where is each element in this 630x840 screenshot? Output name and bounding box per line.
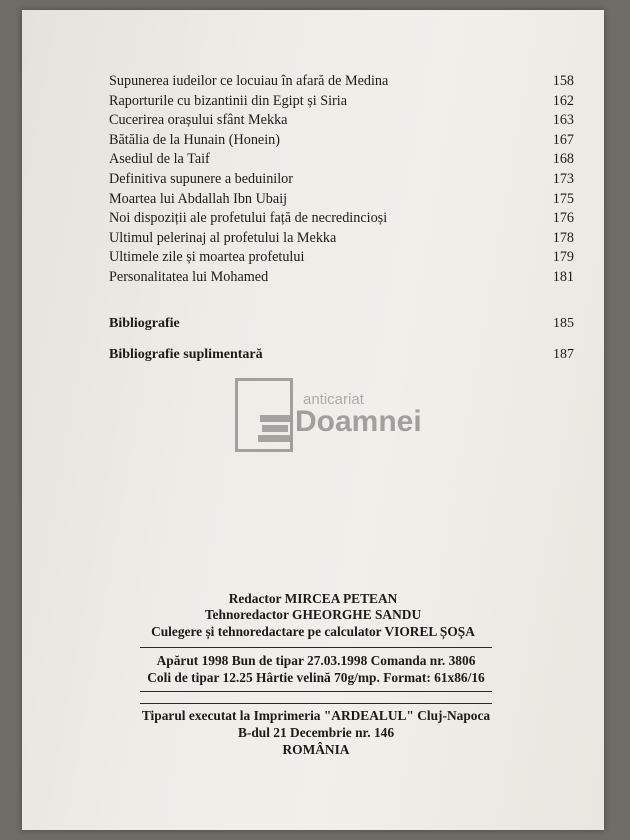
toc-title: Ultimul pelerinaj al profetului la Mekka	[109, 229, 337, 246]
toc-title: Personalitatea lui Mohamed	[109, 268, 269, 285]
book-page	[22, 10, 604, 830]
printer-line-1: Tiparul executat la Imprimeria "ARDEALUL" Cluj-Napoca	[141, 708, 491, 723]
editor-credit: Redactor MIRCEA PETEAN	[228, 591, 398, 606]
toc-page-number: 181	[552, 268, 574, 285]
watermark-logo	[235, 378, 422, 452]
toc-page-number: 168	[552, 151, 574, 168]
divider	[140, 703, 492, 704]
toc-page-number: 176	[552, 210, 574, 227]
divider	[140, 691, 492, 692]
watermark-big-text: Doamnei	[295, 405, 422, 438]
toc-title: Bătălia de la Hunain (Honein)	[109, 131, 280, 148]
toc-title: Cucerirea orașului sfânt Mekka	[109, 112, 288, 129]
tech-editor-credit: Tehnoredactor GHEORGHE SANDU	[204, 607, 422, 622]
books-icon	[235, 378, 293, 452]
bibliography-extra-entry	[109, 347, 574, 363]
toc-row	[109, 190, 574, 210]
print-info-line-2: Coli de tipar 12.25 Hârtie velină 70g/mp. Format: 61x86/16	[147, 670, 485, 685]
toc-row	[109, 268, 574, 288]
bibliography-title: Bibliografie	[109, 316, 180, 331]
toc-title: Definitiva supunere a beduinilor	[109, 170, 293, 187]
toc-page-number: 163	[552, 112, 574, 129]
toc-row	[109, 92, 574, 112]
bibliography-page: 185	[553, 316, 574, 331]
toc-row	[109, 131, 574, 151]
toc-row	[109, 170, 574, 190]
toc-row	[109, 248, 574, 268]
toc-row	[109, 111, 574, 131]
toc-title: Asediul de la Taif	[109, 151, 210, 168]
toc-page-number: 158	[552, 73, 574, 89]
toc-page-number: 175	[552, 190, 574, 207]
printer-line-3: ROMÂNIA	[282, 742, 350, 757]
toc-page-number: 162	[552, 92, 574, 109]
toc-page-number: 173	[552, 170, 574, 187]
toc-row	[109, 72, 574, 92]
toc-page-number: 179	[552, 249, 574, 266]
typesetting-credit: Culegere și tehnoredactare pe calculator VIOREL ȘOȘA	[151, 624, 475, 639]
print-info-line-1: Apărut 1998 Bun de tipar 27.03.1998 Comanda nr. 3806	[156, 653, 476, 668]
toc-title: Raporturile cu bizantinii din Egipt și Siria	[109, 92, 347, 109]
toc-row	[109, 209, 574, 229]
bibliography-extra-page: 187	[553, 347, 574, 362]
toc-title: Noi dispoziții ale profetului față de necredincioși	[109, 210, 388, 227]
bibliography-extra-title: Bibliografie suplimentară	[109, 347, 263, 362]
toc-row	[109, 229, 574, 249]
toc-title: Ultimele zile și moartea profetului	[109, 249, 305, 266]
toc-title: Moartea lui Abdallah Ibn Ubaij	[109, 190, 288, 207]
printer-line-2: B-dul 21 Decembrie nr. 146	[237, 725, 395, 740]
toc-title: Supunerea iudeilor ce locuiau în afară de Medina	[109, 73, 389, 89]
toc-page-number: 167	[552, 131, 574, 148]
table-of-contents	[109, 72, 574, 288]
watermark-small-text: anticariat	[303, 391, 364, 408]
toc-row	[109, 150, 574, 170]
bibliography-entry	[109, 316, 574, 332]
toc-page-number: 178	[552, 229, 574, 246]
divider	[140, 647, 492, 648]
